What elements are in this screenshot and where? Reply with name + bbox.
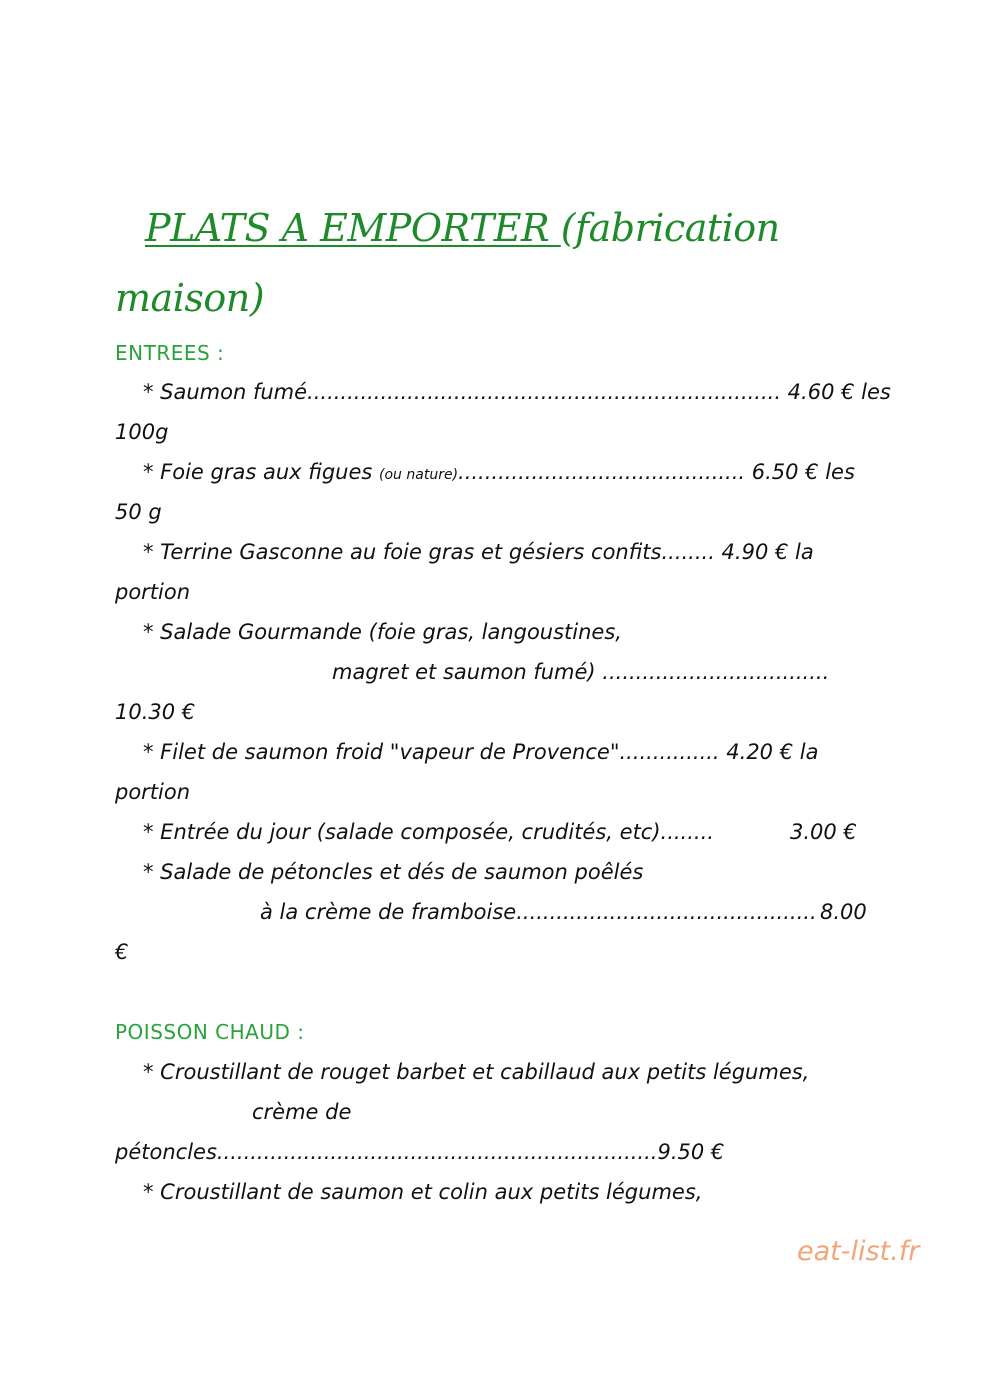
item-price: ........................................... 6.50 € les bbox=[458, 460, 855, 484]
menu-item-line: € bbox=[115, 940, 129, 964]
menu-item-line: 100g bbox=[115, 420, 169, 444]
menu-item-line: à la crème de framboise............................................. bbox=[260, 900, 817, 924]
page-title-line2: maison) bbox=[115, 276, 265, 320]
item-note: (ou nature) bbox=[379, 467, 459, 483]
section-heading-poisson: POISSON CHAUD : bbox=[115, 1020, 305, 1044]
menu-item-line: pétoncles..................................................................9.50 € bbox=[115, 1140, 725, 1164]
menu-item-line: * Entrée du jour (salade composée, crudités, etc)........ bbox=[143, 820, 714, 844]
page-title bbox=[145, 206, 780, 250]
menu-item-line: crème de bbox=[252, 1100, 352, 1124]
menu-item-line: * Saumon fumé....................................................................... 4.60 € les bbox=[143, 380, 891, 404]
watermark: eat-list.fr bbox=[797, 1236, 920, 1267]
menu-item-line: portion bbox=[115, 580, 191, 604]
menu-item-price: 3.00 € bbox=[790, 820, 857, 844]
title-underlined: PLATS A EMPORTER bbox=[145, 206, 561, 250]
menu-item-line bbox=[143, 460, 855, 484]
menu-item-line: * Terrine Gasconne au foie gras et gésiers confits........ 4.90 € la bbox=[143, 540, 814, 564]
item-name: * Foie gras aux figues bbox=[143, 460, 373, 484]
menu-item-line: * Croustillant de rouget barbet et cabillaud aux petits légumes, bbox=[143, 1060, 810, 1084]
menu-item-line: 10.30 € bbox=[115, 700, 196, 724]
menu-item-line: * Croustillant de saumon et colin aux petits légumes, bbox=[143, 1180, 703, 1204]
title-rest: (fabrication bbox=[560, 206, 780, 250]
menu-item-line: magret et saumon fumé) .................................. bbox=[332, 660, 830, 684]
menu-item-line: * Salade Gourmande (foie gras, langoustines, bbox=[143, 620, 622, 644]
menu-item-line: 50 g bbox=[115, 500, 162, 524]
section-heading-entrees: ENTREES : bbox=[115, 341, 225, 365]
menu-item-line: * Filet de saumon froid "vapeur de Provence"............... 4.20 € la bbox=[143, 740, 819, 764]
menu-item-line: * Salade de pétoncles et dés de saumon poêlés bbox=[143, 860, 644, 884]
menu-item-line: portion bbox=[115, 780, 191, 804]
menu-item-price: 8.00 bbox=[820, 900, 867, 924]
